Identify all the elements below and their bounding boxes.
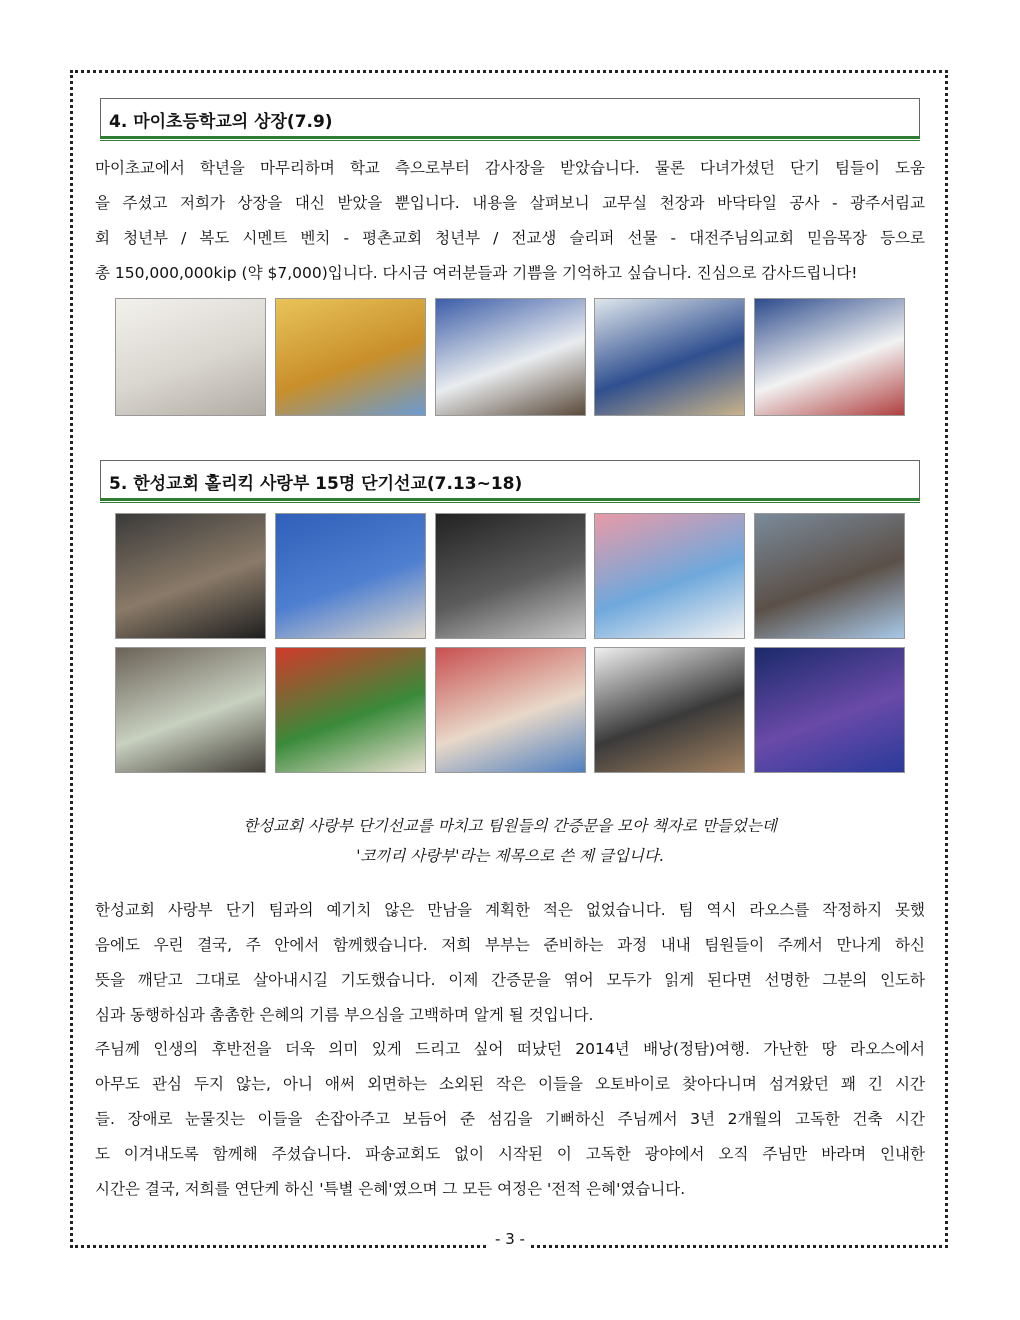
section-5-photo-row-1 bbox=[115, 513, 905, 639]
photo-haircut-service bbox=[594, 647, 745, 773]
section-4-photo-strip bbox=[115, 298, 905, 416]
photo-award-ceremony-2 bbox=[594, 298, 745, 416]
section-4-paragraph bbox=[95, 151, 925, 291]
text-line: 음에도 우린 결국, 주 안에서 함께했습니다. 저희 부부는 준비하는 과정 내내 팀원들이 주께서 만나게 하신 bbox=[95, 936, 925, 954]
photo-certificate-document bbox=[115, 298, 266, 416]
essay-caption bbox=[100, 811, 920, 871]
section-4-header bbox=[100, 98, 920, 136]
text-line: 들. 장애로 눈물짓는 이들을 손잡아주고 보듬어 준 섬김을 기뻐하신 주님께서 3년 2개월의 고독한 건축 시간 bbox=[95, 1110, 925, 1128]
text-line: 회 청년부 / 복도 시멘트 벤치 - 평촌교회 청년부 / 전교생 슬리퍼 선물 - 대전주님의교회 믿음목장 등으로 bbox=[95, 229, 925, 247]
section-5-title: 5. 한성교회 홀리킥 사랑부 15명 단기선교(7.13~18) bbox=[109, 474, 523, 494]
text-line: 총 150,000,000kip (약 $7,000)입니다. 다시금 여러분들과 기쁨을 기억하고 싶습니다. 진심으로 감사드립니다! bbox=[95, 264, 858, 282]
caption-line: 한성교회 사랑부 단기선교를 마치고 팀원들의 간증문을 모아 책자로 만들었는데 bbox=[243, 817, 777, 835]
text-line: 주님께 인생의 후반전을 더욱 의미 있게 드리고 싶어 떠났던 2014년 배낭(정탐)여행. 가난한 땅 라오스에서 bbox=[95, 1040, 925, 1058]
essay-paragraph-1 bbox=[95, 893, 925, 1033]
section-4-title: 4. 마이초등학교의 상장(7.9) bbox=[109, 112, 333, 132]
photo-framed-certificate bbox=[275, 298, 426, 416]
text-line: 뜻을 깨닫고 그대로 살아내시길 기도했습니다. 이제 간증문을 엮어 모두가 읽게 된다면 선명한 그분의 인도하 bbox=[95, 971, 925, 989]
text-line: 한성교회 사랑부 단기 팀과의 예기치 않은 만남을 계획한 적은 없었습니다. 팀 역시 라오스를 작정하지 못했 bbox=[95, 901, 925, 919]
page-number-text: - 3 - bbox=[489, 1230, 531, 1248]
photo-elephant-ride bbox=[754, 513, 905, 639]
photo-clown-performance bbox=[275, 647, 426, 773]
text-line: 아무도 관심 두지 않는, 아니 애써 외면하는 소외된 작은 이들을 오토바이로 찾아다니며 섬겨왔던 꽤 긴 시간 bbox=[95, 1075, 925, 1093]
section-4-rule bbox=[100, 136, 920, 141]
photo-students-group bbox=[754, 298, 905, 416]
caption-line: '코끼리 사랑부'라는 제목으로 쓴 제 글입니다. bbox=[356, 847, 664, 865]
page-number bbox=[0, 1230, 1020, 1248]
section-5-photo-row-2 bbox=[115, 647, 905, 773]
photo-award-ceremony-1 bbox=[435, 298, 586, 416]
photo-hall-gathering bbox=[435, 513, 586, 639]
photo-elephant-visit bbox=[115, 647, 266, 773]
section-5-header bbox=[100, 460, 920, 498]
section-5-rule bbox=[100, 498, 920, 503]
text-line: 시간은 결국, 저희를 연단케 하신 '특별 은혜'였으며 그 모든 여정은 '전적 은혜'였습니다. bbox=[95, 1180, 686, 1198]
photo-massage-activity bbox=[275, 513, 426, 639]
essay-paragraph-2 bbox=[95, 1032, 925, 1207]
photo-pink-school-building bbox=[594, 513, 745, 639]
text-line: 을 주셨고 저희가 상장을 대신 받았을 뿐입니다. 내용을 살펴보니 교무실 천장과 바닥타일 공사 - 광주서림교 bbox=[95, 194, 925, 212]
photo-stage-music bbox=[754, 647, 905, 773]
photo-birthday-cake bbox=[435, 647, 586, 773]
text-line: 심과 동행하심과 촘촘한 은혜의 기름 부으심을 고백하며 알게 될 것입니다. bbox=[95, 1006, 594, 1024]
photo-team-group-photo bbox=[115, 513, 266, 639]
text-line: 도 이겨내도록 함께해 주셨습니다. 파송교회도 없이 시작된 이 고독한 광야에서 오직 주님만 바라며 인내한 bbox=[95, 1145, 925, 1163]
text-line: 마이초교에서 학년을 마무리하며 학교 측으로부터 감사장을 받았습니다. 물론 다녀가셨던 단기 팀들이 도움 bbox=[95, 159, 925, 177]
